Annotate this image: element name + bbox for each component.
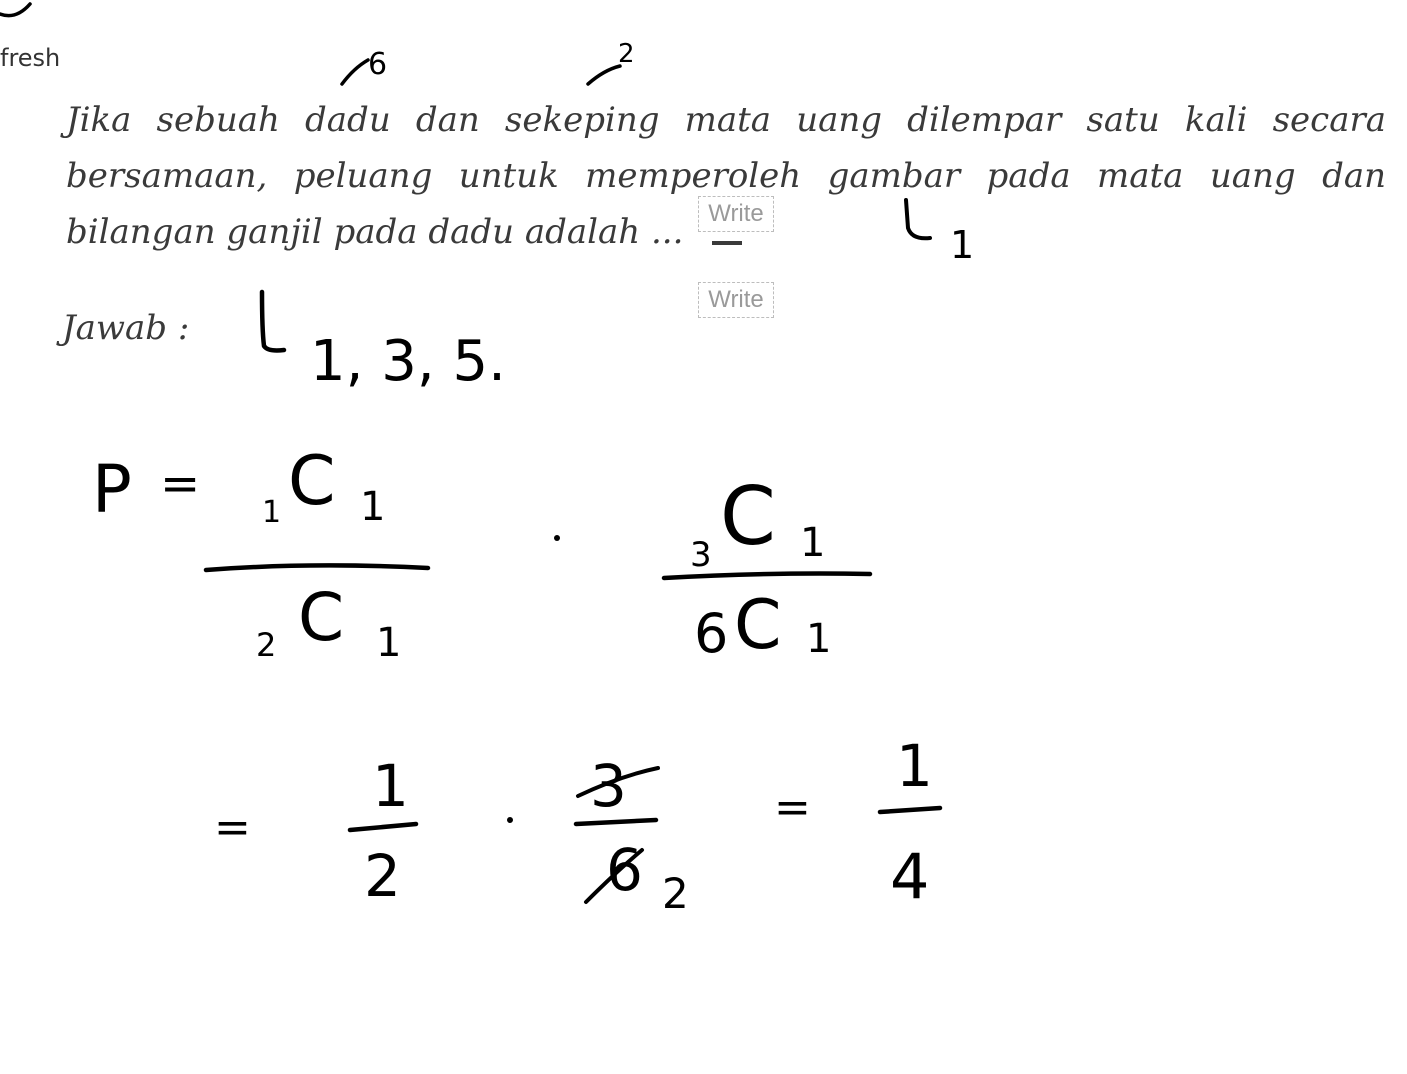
refresh-icon[interactable] xyxy=(0,4,30,16)
p-label: P xyxy=(92,451,132,528)
denominator-input[interactable]: Write xyxy=(698,282,774,318)
step2-b-num: 3 xyxy=(590,752,627,820)
step2-a-bar xyxy=(350,824,416,830)
frac1-den-index: 1 xyxy=(376,620,402,666)
paren-odd xyxy=(262,292,284,351)
fraction1-bar xyxy=(206,565,428,570)
refresh-label[interactable]: fresh xyxy=(0,44,61,72)
frac1-num-sub: 1 xyxy=(262,495,282,530)
note-dadu-stroke xyxy=(342,60,368,84)
multiply-dot-2 xyxy=(507,817,513,823)
step2-a-den: 2 xyxy=(364,842,401,910)
frac2-den-letter: C xyxy=(734,586,782,665)
note-gambar-index: 1 xyxy=(950,223,975,267)
frac1-den-letter: C xyxy=(298,579,345,656)
result-den: 4 xyxy=(890,840,930,913)
note-gambar-c xyxy=(906,200,930,238)
equals-1: = xyxy=(160,456,201,512)
frac1-den-sub: 2 xyxy=(256,626,277,664)
frac2-den-index: 1 xyxy=(806,616,832,662)
equals-2: = xyxy=(214,802,251,853)
frac1-num-index: 1 xyxy=(360,484,386,530)
note-uang: 2 xyxy=(618,39,635,69)
note-dadu: 6 xyxy=(368,47,388,82)
multiply-dot-1 xyxy=(554,535,560,541)
step2-b-bar xyxy=(576,820,656,824)
answer-label: Jawab : xyxy=(62,308,190,348)
fraction2-bar xyxy=(664,574,870,579)
step2-b-reduced: 2 xyxy=(662,869,689,918)
step2-b-den: 6 xyxy=(606,836,643,904)
frac2-num-letter: C xyxy=(720,470,776,563)
frac1-num-letter: C xyxy=(288,442,336,521)
step2-a-num: 1 xyxy=(372,752,409,820)
note-uang-stroke xyxy=(588,66,620,84)
result-bar xyxy=(880,808,940,812)
result-num: 1 xyxy=(896,732,933,800)
equals-3: = xyxy=(774,782,811,833)
odd-numbers: 1, 3, 5. xyxy=(310,329,506,394)
numerator-input[interactable]: Write xyxy=(698,196,774,232)
frac2-num-index: 1 xyxy=(800,520,826,566)
question-text: Jika sebuah dadu dan sekeping mata uang dilempar satu kali secara bersamaan, peluang untuk memperoleh gambar pada mata uang dan bilangan ganjil pada dadu adalah ... xyxy=(66,100,1386,252)
frac2-den-sub: 6 xyxy=(694,602,729,665)
frac2-num-sub: 3 xyxy=(690,535,712,575)
